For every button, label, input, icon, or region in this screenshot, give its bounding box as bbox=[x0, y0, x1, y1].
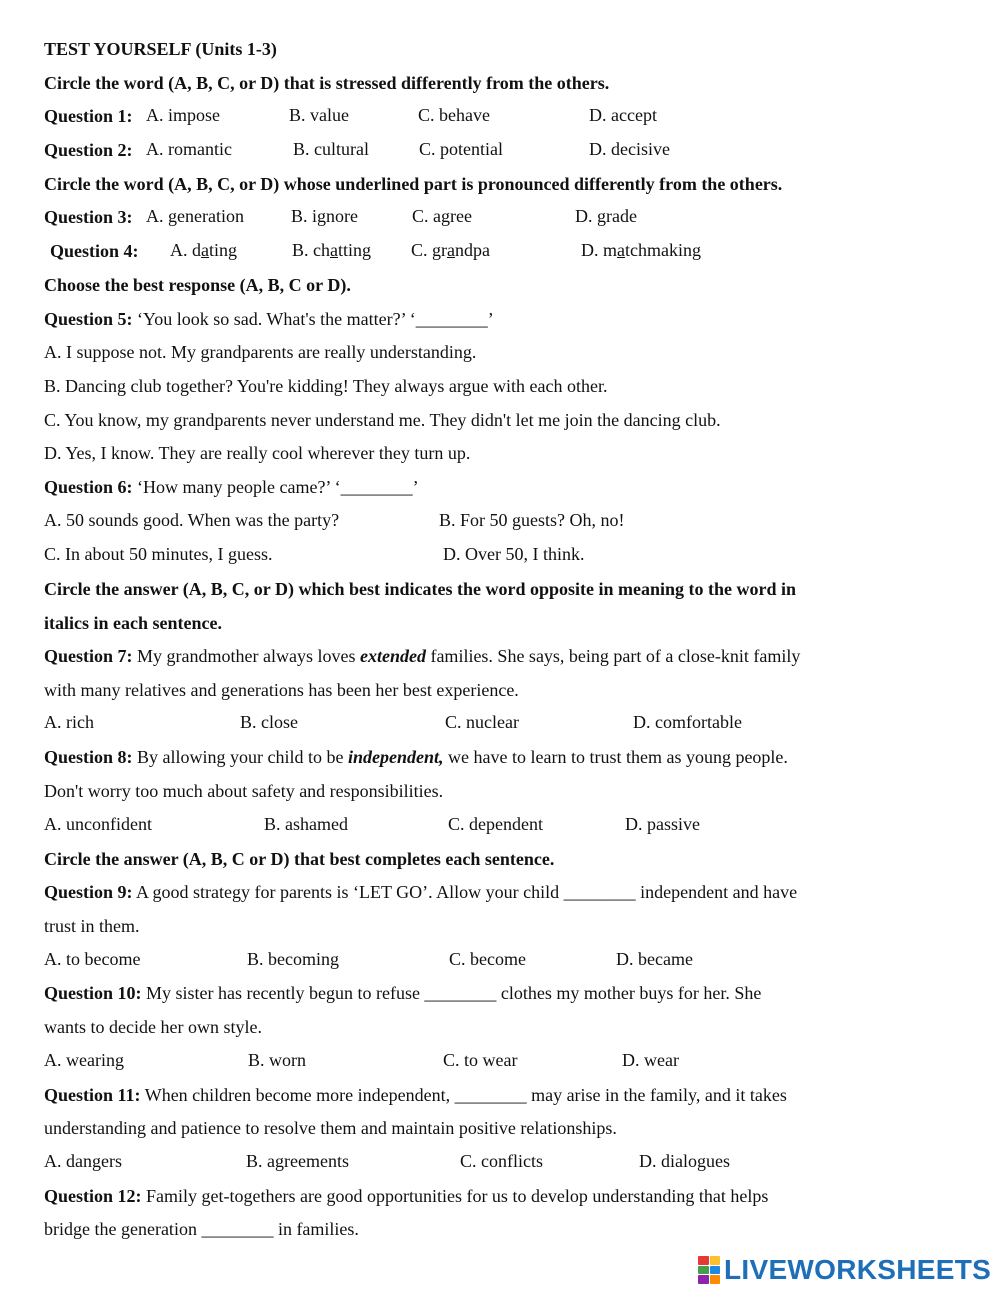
q11-option-a[interactable]: A. dangers bbox=[44, 1151, 122, 1171]
q8-option-b[interactable]: B. ashamed bbox=[264, 814, 348, 834]
underlined-letter: a bbox=[617, 240, 625, 260]
question-12 bbox=[44, 1185, 768, 1207]
q9-option-a[interactable]: A. to become bbox=[44, 949, 141, 969]
question-8-cont: Don't worry too much about safety and responsibilities. bbox=[44, 781, 444, 801]
section-heading-opposite: Circle the answer (A, B, C, or D) which best indicates the word opposite in meaning to the word in bbox=[44, 579, 796, 599]
question-label: Question 2: bbox=[44, 140, 133, 160]
section-heading-response: Choose the best response (A, B, C or D). bbox=[44, 275, 351, 295]
question-label: Question 10: bbox=[44, 983, 142, 1003]
question-1 bbox=[44, 105, 133, 127]
q6-option-a[interactable]: A. 50 sounds good. When was the party? bbox=[44, 510, 340, 530]
q11-option-c[interactable]: C. conflicts bbox=[460, 1151, 543, 1171]
q10-option-c[interactable]: C. to wear bbox=[443, 1050, 518, 1070]
q5-option-b[interactable]: B. Dancing club together? You're kidding! They always argue with each other. bbox=[44, 376, 608, 396]
q8-option-d[interactable]: D. passive bbox=[625, 814, 700, 834]
question-stem: ‘You look so sad. What's the matter?’ ‘________’ bbox=[137, 309, 494, 329]
q2-option-a[interactable]: A. romantic bbox=[146, 139, 232, 159]
section-heading-complete: Circle the answer (A, B, C or D) that best completes each sentence. bbox=[44, 849, 555, 869]
q5-option-d[interactable]: D. Yes, I know. They are really cool wherever they turn up. bbox=[44, 443, 471, 463]
q1-option-a[interactable]: A. impose bbox=[146, 105, 220, 125]
q4-option-d[interactable] bbox=[581, 240, 701, 261]
q5-option-c[interactable]: C. You know, my grandparents never understand me. They didn't let me join the dancing club. bbox=[44, 410, 721, 430]
q10-option-a[interactable]: A. wearing bbox=[44, 1050, 124, 1070]
q4-option-b[interactable] bbox=[292, 240, 371, 261]
italic-keyword: independent, bbox=[348, 747, 444, 767]
option-text: ndpa bbox=[455, 240, 490, 260]
question-label: Question 1: bbox=[44, 106, 133, 126]
q3-option-b[interactable]: B. ignore bbox=[291, 206, 358, 226]
q11-option-d[interactable]: D. dialogues bbox=[639, 1151, 730, 1171]
question-text: When children become more independent, ________ may arise in the family, and it takes bbox=[144, 1085, 787, 1105]
question-label: Question 5: bbox=[44, 309, 133, 329]
question-text: My sister has recently begun to refuse ________ clothes my mother buys for her. She bbox=[146, 983, 762, 1003]
question-text: A good strategy for parents is ‘LET GO’. Allow your child ________ independent and have bbox=[136, 882, 798, 902]
question-7-cont: with many relatives and generations has been her best experience. bbox=[44, 680, 519, 700]
q1-option-d[interactable]: D. accept bbox=[589, 105, 657, 125]
question-text: we have to learn to trust them as young people. bbox=[443, 747, 788, 767]
question-3 bbox=[44, 206, 133, 228]
q4-option-a[interactable] bbox=[170, 240, 237, 261]
q6-option-c[interactable]: C. In about 50 minutes, I guess. bbox=[44, 544, 273, 564]
q7-option-c[interactable]: C. nuclear bbox=[445, 712, 519, 732]
brand-name: LIVEWORKSHEETS bbox=[724, 1254, 992, 1285]
question-label: Question 3: bbox=[44, 207, 133, 227]
question-label: Question 4: bbox=[50, 241, 139, 261]
option-text: ting bbox=[209, 240, 238, 260]
option-text: tchmaking bbox=[625, 240, 701, 260]
underlined-letter: a bbox=[201, 240, 209, 260]
question-label: Question 8: bbox=[44, 747, 133, 767]
q8-option-c[interactable]: C. dependent bbox=[448, 814, 543, 834]
question-label: Question 9: bbox=[44, 882, 133, 902]
question-10 bbox=[44, 982, 761, 1004]
q4-option-c[interactable] bbox=[411, 240, 490, 261]
section-heading-opposite-cont: italics in each sentence. bbox=[44, 613, 222, 633]
page-title: TEST YOURSELF (Units 1-3) bbox=[44, 39, 277, 59]
question-label: Question 7: bbox=[44, 646, 133, 666]
underlined-letter: a bbox=[447, 240, 455, 260]
q7-option-b[interactable]: B. close bbox=[240, 712, 298, 732]
q8-option-a[interactable]: A. unconfident bbox=[44, 814, 152, 834]
question-5 bbox=[44, 308, 494, 330]
question-11 bbox=[44, 1084, 787, 1106]
question-text: families. She says, being part of a close-knit family bbox=[425, 646, 801, 666]
option-text: tting bbox=[338, 240, 372, 260]
question-9 bbox=[44, 881, 797, 903]
q11-option-b[interactable]: B. agreements bbox=[246, 1151, 349, 1171]
liveworksheets-logo bbox=[698, 1254, 991, 1286]
q1-option-b[interactable]: B. value bbox=[289, 105, 349, 125]
italic-keyword: extended bbox=[359, 646, 426, 666]
q9-option-d[interactable]: D. became bbox=[616, 949, 693, 969]
q2-option-c[interactable]: C. potential bbox=[419, 139, 503, 159]
q3-option-a[interactable]: A. generation bbox=[146, 206, 244, 226]
q1-option-c[interactable]: C. behave bbox=[418, 105, 490, 125]
q10-option-b[interactable]: B. worn bbox=[248, 1050, 306, 1070]
option-text: D. m bbox=[581, 240, 617, 260]
question-8 bbox=[44, 746, 788, 768]
q3-option-c[interactable]: C. agree bbox=[412, 206, 472, 226]
question-7 bbox=[44, 645, 800, 667]
logo-icon bbox=[698, 1256, 720, 1284]
question-label: Question 11: bbox=[44, 1085, 141, 1105]
question-label: Question 12: bbox=[44, 1186, 142, 1206]
question-6 bbox=[44, 476, 419, 498]
question-label: Question 6: bbox=[44, 477, 133, 497]
q10-option-d[interactable]: D. wear bbox=[622, 1050, 679, 1070]
option-text: C. gr bbox=[411, 240, 447, 260]
question-11-cont: understanding and patience to resolve them and maintain positive relationships. bbox=[44, 1118, 617, 1138]
q2-option-d[interactable]: D. decisive bbox=[589, 139, 670, 159]
question-12-cont: bridge the generation ________ in families. bbox=[44, 1219, 359, 1239]
q9-option-b[interactable]: B. becoming bbox=[247, 949, 339, 969]
q7-option-a[interactable]: A. rich bbox=[44, 712, 94, 732]
q7-option-d[interactable]: D. comfortable bbox=[633, 712, 742, 732]
underlined-letter: a bbox=[330, 240, 338, 260]
q9-option-c[interactable]: C. become bbox=[449, 949, 526, 969]
question-2 bbox=[44, 139, 133, 161]
section-heading-pronunciation: Circle the word (A, B, C, or D) whose underlined part is pronounced differently from the others. bbox=[44, 174, 783, 194]
question-4 bbox=[50, 240, 139, 262]
section-heading-stress: Circle the word (A, B, C, or D) that is stressed differently from the others. bbox=[44, 73, 610, 93]
q2-option-b[interactable]: B. cultural bbox=[293, 139, 369, 159]
q3-option-d[interactable]: D. grade bbox=[575, 206, 637, 226]
question-10-cont: wants to decide her own style. bbox=[44, 1017, 262, 1037]
q6-option-d[interactable]: D. Over 50, I think. bbox=[443, 544, 585, 564]
q5-option-a[interactable]: A. I suppose not. My grandparents are really understanding. bbox=[44, 342, 477, 362]
question-9-cont: trust in them. bbox=[44, 916, 140, 936]
option-text: B. ch bbox=[292, 240, 330, 260]
question-text: Family get-togethers are good opportunities for us to develop understanding that helps bbox=[146, 1186, 769, 1206]
q6-option-b[interactable]: B. For 50 guests? Oh, no! bbox=[439, 510, 625, 530]
question-text: By allowing your child to be bbox=[137, 747, 348, 767]
option-text: A. d bbox=[170, 240, 201, 260]
question-stem: ‘How many people came?’ ‘________’ bbox=[137, 477, 419, 497]
question-text: My grandmother always loves bbox=[137, 646, 360, 666]
